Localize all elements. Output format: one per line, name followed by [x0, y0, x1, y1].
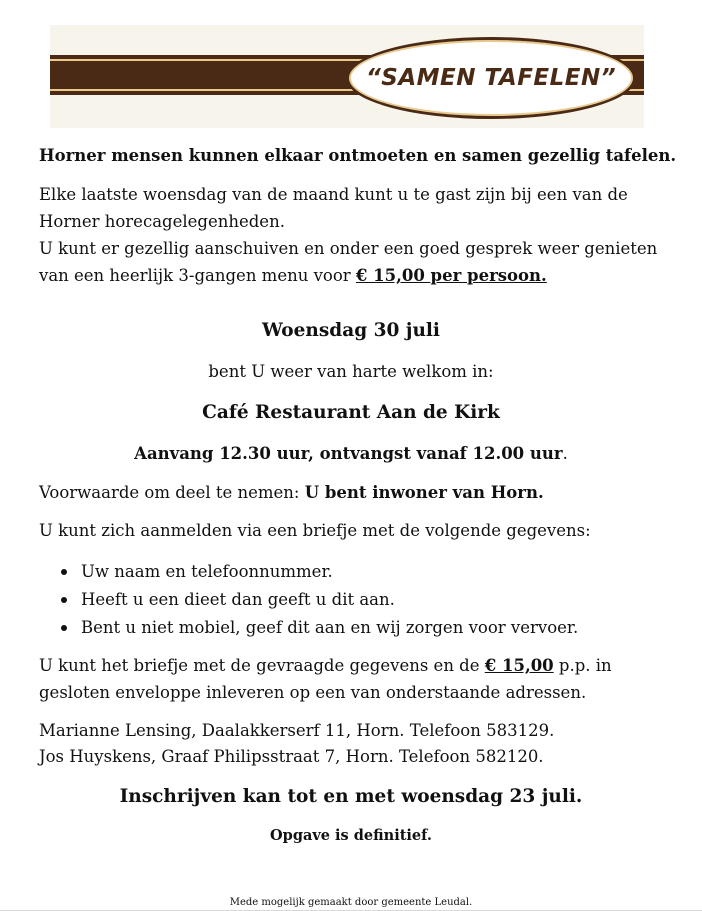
event-date: Woensdag 30 juli: [262, 320, 440, 341]
condition: Voorwaarde om deel te nemen: U bent inwoner van Horn.: [39, 483, 544, 502]
list-item: Uw naam en telefoonnummer.: [39, 558, 679, 586]
banner-title: “SAMEN TAFELEN”: [365, 65, 617, 91]
event-time: Aanvang 12.30 uur, ontvangst vanaf 12.00 uur.: [134, 444, 568, 463]
address-list: [39, 718, 679, 770]
welcome-text: bent U weer van harte welkom in:: [208, 362, 494, 381]
footer-credit: Mede mogelijk gemaakt door gemeente Leudal.: [229, 897, 473, 908]
intro-paragraph: [39, 181, 679, 289]
delivery-paragraph: U kunt het briefje met de gevraagde gegevens en de € 15,00 p.p. in gesloten enveloppe inleveren op een van onderstaande adressen.: [39, 656, 612, 702]
intro-heading: Horner mensen kunnen elkaar ontmoeten en samen gezellig tafelen.: [39, 146, 677, 165]
header-banner: [50, 25, 644, 128]
list-item: Bent u niet mobiel, geef dit aan en wij zorgen voor vervoer.: [39, 614, 679, 642]
signup-deadline: Inschrijven kan tot en met woensdag 23 juli.: [119, 786, 583, 807]
intro-line-1: Elke laatste woensdag van de maand kunt u te gast zijn bij een van de Horner horecagelegenheden.: [39, 185, 628, 231]
price: € 15,00: [484, 656, 554, 675]
venue-name: Café Restaurant Aan de Kirk: [202, 402, 500, 423]
banner-oval-logo: [346, 37, 636, 119]
list-item: Heeft u een dieet dan geeft u dit aan.: [39, 586, 679, 614]
requirements-list: [39, 558, 679, 642]
address-2: Jos Huyskens, Graaf Philipsstraat 7, Horn. Telefoon 582120.: [39, 747, 544, 766]
price-per-person: € 15,00 per persoon.: [355, 266, 547, 285]
definitive-note: Opgave is definitief.: [270, 827, 432, 844]
signup-intro: U kunt zich aanmelden via een briefje met de volgende gegevens:: [39, 521, 591, 540]
address-1: Marianne Lensing, Daalakkerserf 11, Horn. Telefoon 583129.: [39, 721, 555, 740]
intro-line-2: U kunt er gezellig aanschuiven en onder een goed gesprek weer genieten van een heerlijk 3-gangen menu voor: [39, 239, 658, 285]
